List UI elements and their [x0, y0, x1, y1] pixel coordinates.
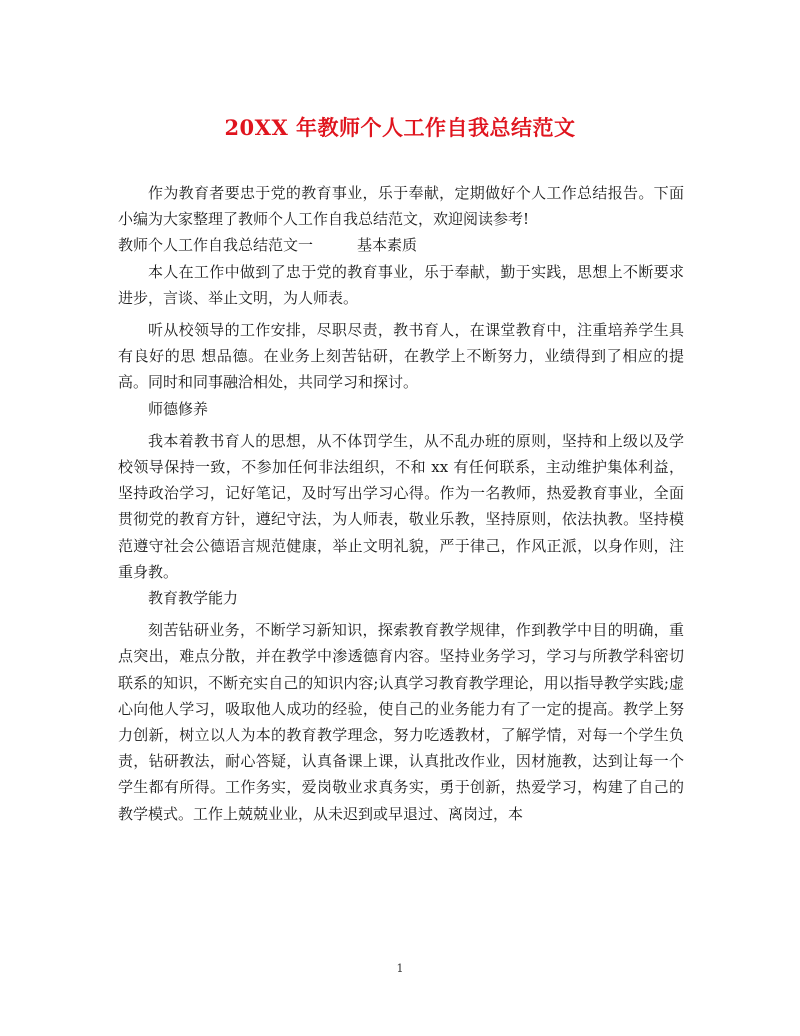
section-heading-teaching: 教育教学能力: [148, 589, 239, 608]
paragraph-teaching: 刻苦钻研业务，不断学习新知识，探索教育教学规律，作到教学中目的明确，重点突出，难点分散，并在教学中渗透德育内容。坚持业务学习，学习与所教学科密切联系的知识，不断充实自己的知识内容;认真学习教育教学理论，用以指导教学实践;虚心向他人学习，吸取他人成功的经验，使自己的业务能力有了一定的提高。教学上努力创新，树立以人为本的教育教学理念，努力吃透教材，了解学情，对每一个学生负责，钻研教法，耐心答疑，认真备课上课，认真批改作业，因材施教，达到让每一个学生都有所得。工作务实，爱岗敬业求真务实，勇于创新，热爱学习，构建了自己的教学模式。工作上兢兢业业，从未迟到或早退过、离岗过，本: [118, 621, 684, 823]
document-body: [118, 180, 684, 827]
document-title: 20XX 年教师个人工作自我总结范文: [224, 115, 576, 140]
paragraph-work-arrangement: 听从校领导的工作安排，尽职尽责，教书育人，在课堂教育中，注重培养学生具有良好的思 想品德。在业务上刻苦钻研，在教学上不断努力，业绩得到了相应的提高。同时和同事融洽相处，共同学习和探讨。: [118, 321, 684, 392]
subheading-title: 教师个人工作自我总结范文一: [118, 236, 314, 255]
subheading-section: 基本素质: [357, 236, 418, 255]
page-number: 1: [396, 962, 404, 975]
paragraph-ethics: 我本着教书育人的思想，从不体罚学生，从不乱办班的原则，坚持和上级以及学校领导保持一致，不参加任何非法组织，不和 xx 有任何联系，主动维护集体利益，坚持政治学习，记好笔记，及时写出学习心得。作为一名教师，热爱教育事业，全面贯彻党的教育方针，遵纪守法，为人师表，敬业乐教，坚持原则，依法执教。坚持模范遵守社会公德语言规范健康，举止文明礼貌，严于律己，作风正派，以身作则，注重身教。: [118, 431, 684, 581]
paragraph-basic-quality: 本人在工作中做到了忠于党的教育事业，乐于奉献，勤于实践，思想上不断要求进步，言谈、举止文明，为人师表。: [118, 262, 684, 307]
intro-paragraph: 作为教育者要忠于党的教育事业，乐于奉献，定期做好个人工作总结报告。下面小编为大家整理了教师个人工作自我总结范文，欢迎阅读参考!: [118, 184, 684, 229]
section-heading-ethics: 师德修养: [148, 399, 209, 418]
section-subheading: [118, 232, 684, 258]
